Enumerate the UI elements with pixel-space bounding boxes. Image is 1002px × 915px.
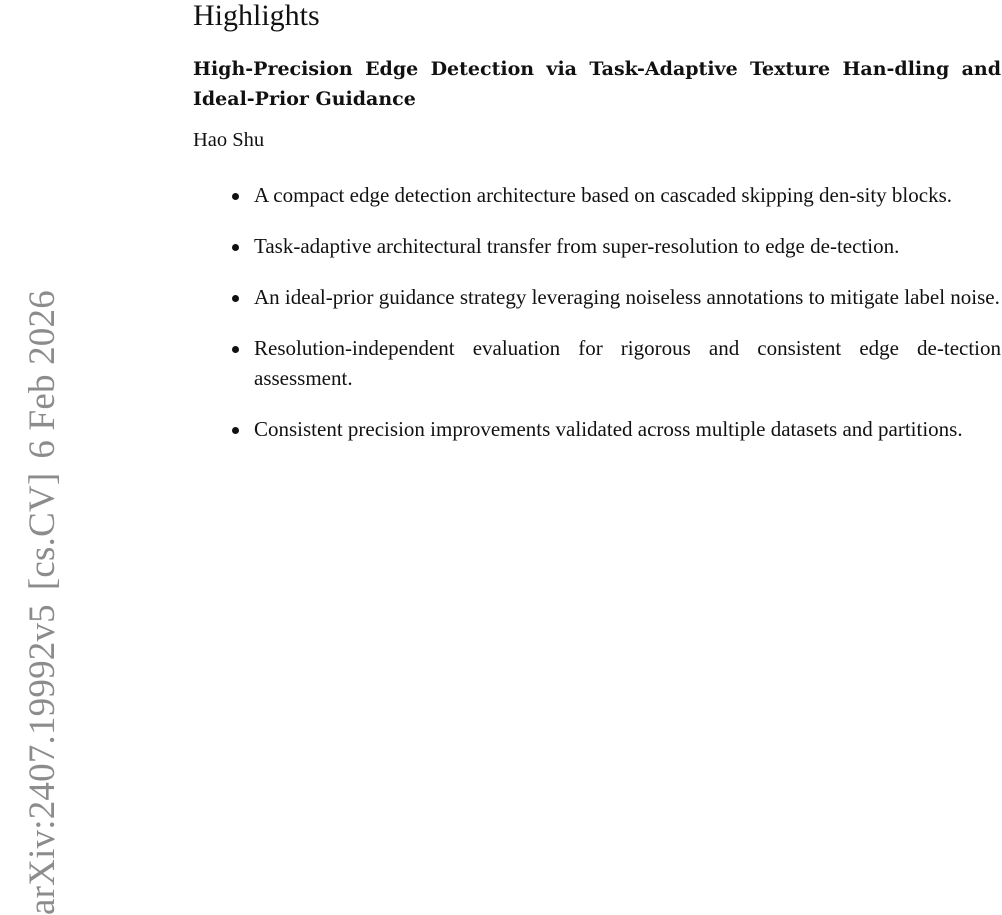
highlight-text: An ideal-prior guidance strategy leveraging noiseless annotations to mitigate label noise. [254, 285, 1000, 309]
paper-title: High-Precision Edge Detection via Task-Adaptive Texture Han-dling and Ideal-Prior Guidance [193, 58, 1001, 110]
highlights-page [193, 0, 1001, 465]
arxiv-category: [cs.CV] [22, 472, 63, 591]
bullet-icon [232, 427, 239, 434]
highlight-text: Task-adaptive architectural transfer from super-resolution to edge de-tection. [254, 234, 900, 258]
bullet-icon [232, 244, 239, 251]
highlight-text: A compact edge detection architecture based on cascaded skipping den-sity blocks. [254, 183, 953, 207]
highlight-item [193, 414, 1001, 444]
bullet-icon [232, 193, 239, 200]
highlight-item [193, 333, 1001, 393]
highlight-text: Consistent precision improvements validated across multiple datasets and partitions. [254, 417, 963, 441]
arxiv-date: 6 Feb 2026 [22, 290, 63, 459]
author-name: Hao Shu [193, 129, 265, 151]
highlight-text: Resolution-independent evaluation for rigorous and consistent edge de-tection assessment. [254, 336, 1001, 390]
bullet-icon [232, 346, 239, 353]
highlights-list [193, 180, 1001, 444]
highlight-item [193, 282, 1001, 312]
highlight-item [193, 231, 1001, 261]
highlights-heading: Highlights [193, 0, 320, 32]
arxiv-id: arXiv:2407.19992v5 [22, 604, 63, 915]
arxiv-stamp [24, 290, 61, 915]
highlight-item [193, 180, 1001, 210]
bullet-icon [232, 295, 239, 302]
